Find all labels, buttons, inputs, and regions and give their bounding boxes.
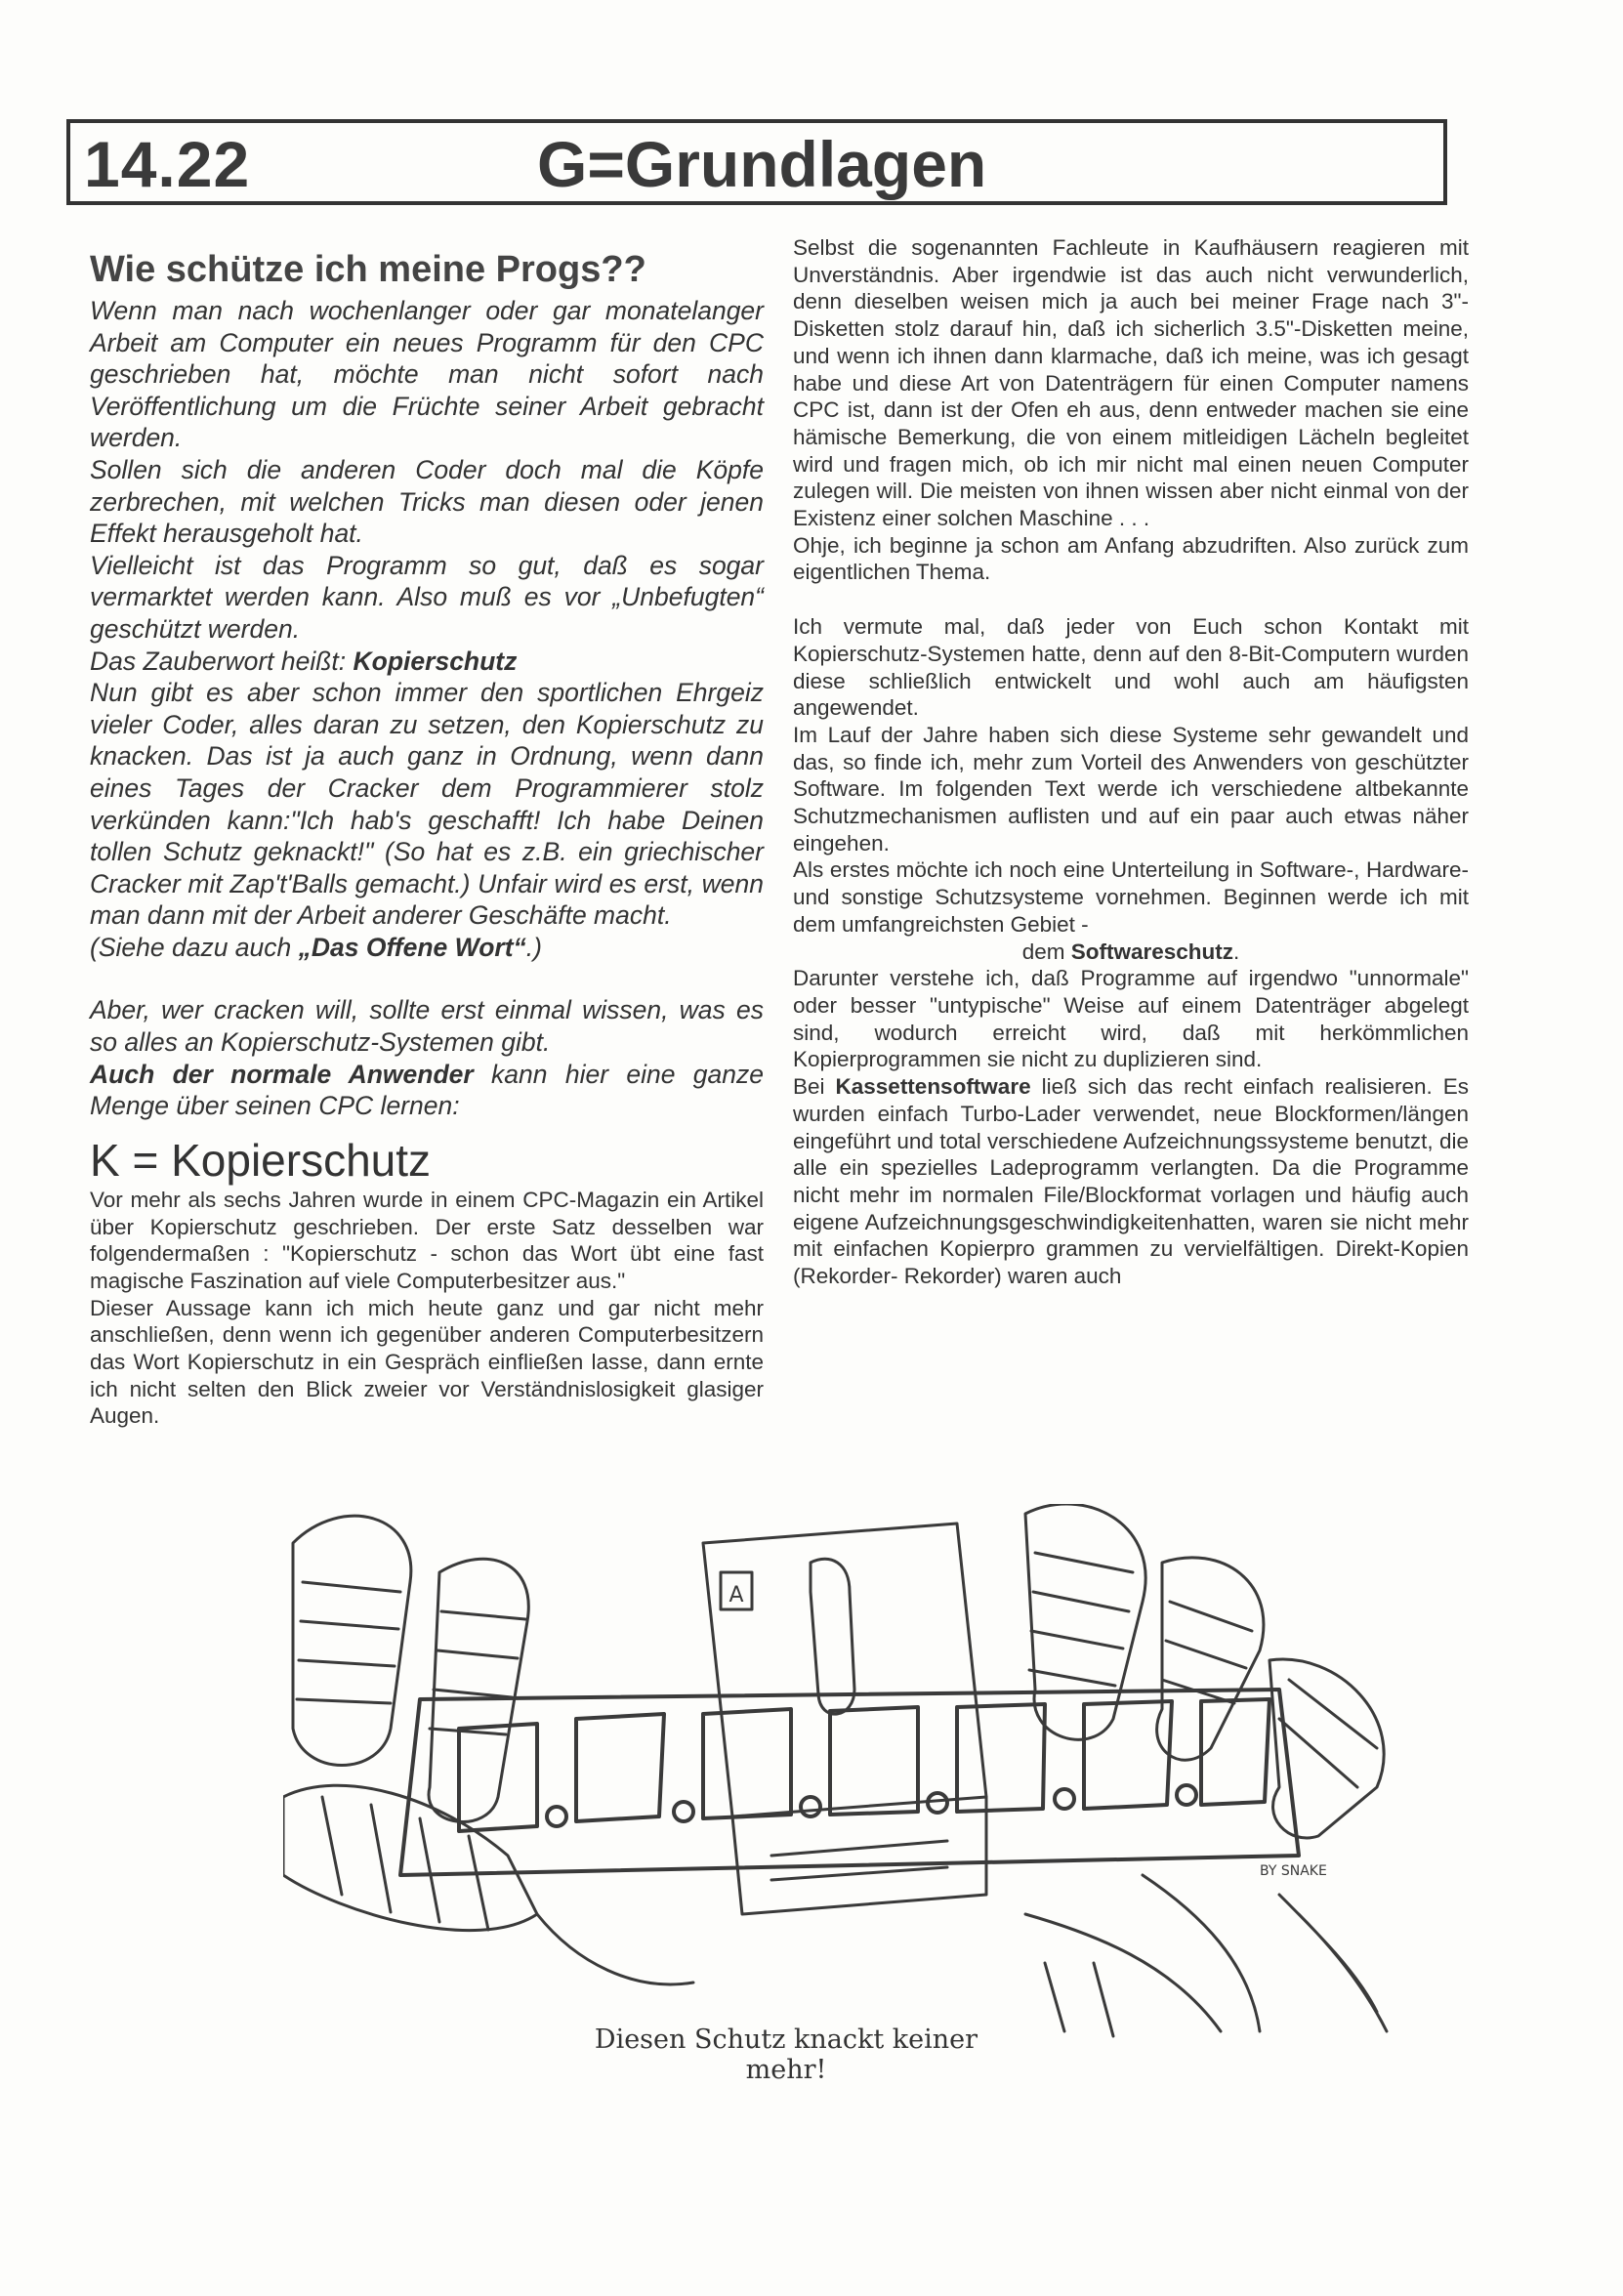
section-header-bar xyxy=(66,119,1447,205)
intro-text: kann hier eine ganze Menge über seinen CPC lernen: xyxy=(90,1059,764,1121)
body-paragraph: Als erstes möchte ich noch eine Unterteilung in Software-, Hardware- und sonstige Schutzsysteme vornehmen. Beginnen werde ich mit dem umfangreichsten Gebiet - xyxy=(793,857,1469,937)
left-column xyxy=(90,249,764,1430)
cross-reference-suffix: .) xyxy=(525,932,542,962)
article-intro xyxy=(90,295,764,1122)
intro-emphasis: Auch der normale Anwender xyxy=(90,1059,474,1089)
illustration-caption: Diesen Schutz knackt keiner mehr! xyxy=(594,2025,978,2085)
right-hand-icon xyxy=(1025,1504,1384,2036)
body-paragraph: Darunter verstehe ich, daß Programme auf irgendwo "unnormale" oder besser "untypische" Weise auf einem Datenträger abgelegt sind, wodurch erreicht wird, daß mit herkömmlichen Kopierprogrammen sie nicht zu duplizieren sind. xyxy=(793,966,1469,1072)
section-heading: K = Kopierschutz xyxy=(90,1134,432,1186)
cross-reference-prefix: (Siehe dazu auch xyxy=(90,932,299,962)
body-paragraph: Dieser Aussage kann ich mich heute ganz und gar nicht mehr anschließen, denn wenn ich gegenüber anderen Computerbesitzern das Wort Kopierschutz in ein Gespräch einfließen lasse, dann ernte ich nicht selten den Blick zweier vor Verständnislosigkeit glasiger Augen. xyxy=(90,1295,764,1429)
left-body-text xyxy=(90,1187,764,1430)
left-hand-icon xyxy=(283,1516,693,1984)
body-paragraph: Ich vermute mal, daß jeder von Euch schon Kontakt mit Kopierschutz-Systemen hatte, denn auf den 8-Bit-Computern wurden diese schließlich entwickelt und wohl auch am häufigsten angewendet. xyxy=(793,614,1469,721)
disk-label: A xyxy=(728,1583,744,1607)
softwareschutz-suffix: . xyxy=(1233,939,1240,964)
intro-paragraph xyxy=(90,1059,764,1122)
kassetten-text: ließ sich das recht einfach realisieren. Es wurden einfach Turbo-Lader verwendet, neue Blockformen/längen eingeführt und total verschiedene Aufzeichnungssysteme benutzt, die alle ein spezielles Ladeprogramm verlangten. Da die Programme nicht mehr im normalen File/Blockformat vorlagen und häufig auch eigene Aufzeichnungsgeschwindigkeitenhatten, waren sie nicht mehr mit einfachen Kopierpro grammen zu vervielfältigen. Direkt-Kopien (Rekorder- Rekorder) waren auch xyxy=(793,1074,1469,1289)
intro-paragraph: Aber, wer cracken will, sollte erst einmal wissen, was es so alles an Kopierschutz-Systemen gibt. xyxy=(90,995,764,1058)
intro-paragraph: Vielleicht ist das Programm so gut, daß es sogar vermarktet werden kann. Also muß es vor „Unbefugten“ geschützt werden. xyxy=(90,550,764,644)
body-paragraph: Im Lauf der Jahre haben sich diese Systeme sehr gewandelt und das, so finde ich, mehr zum Vorteil des Anwenders von geschützter Software. Im folgenden Text werde ich verschiedene altbekannte Schutzmechanismen auflisten und auf ein paar auch etwas näher eingehen. xyxy=(793,722,1469,856)
body-paragraph: Ohje, ich beginne ja schon am Anfang abzudriften. Also zurück zum eigentlichen Thema. xyxy=(793,532,1469,585)
body-paragraph xyxy=(793,1073,1469,1290)
body-paragraph: Vor mehr als sechs Jahren wurde in einem CPC-Magazin ein Artikel über Kopierschutz geschrieben. Der erste Satz desselben war folgendermaßen : "Kopierschutz - schon das Wort übt eine fast magische Faszination auf viele Computerbesitzer aus." xyxy=(90,1187,764,1293)
right-column xyxy=(793,234,1469,1290)
intro-paragraph: Wenn man nach wochenlanger oder gar monatelanger Arbeit am Computer ein neues Programm für den CPC geschrieben hat, möchte man nicht sofort nach Veröffentlichung um die Früchte seiner Arbeit gebracht werden. xyxy=(90,296,764,453)
magic-word: Kopierschutz xyxy=(353,646,518,676)
intro-paragraph: Sollen sich die anderen Coder doch mal die Köpfe zerbrechen, mit welchen Tricks man diesen oder jenen Effekt herausgeholt hat. xyxy=(90,454,764,549)
magic-word-prefix: Das Zauberwort heißt: xyxy=(90,646,354,676)
intro-paragraph: Nun gibt es aber schon immer den sportlichen Ehrgeiz vieler Coder, alles daran zu setzen, den Kopierschutz zu knacken. Das ist ja auch ganz in Ordnung, wenn dann eines Tages der Cracker dem Programmierer stolz verkünden kann:"Ich hab's geschafft! Ich habe Deinen tollen Schutz geknackt!" (So hat es z.B. ein griechischer Cracker mit Zap't'Balls gemacht.) Unfair wird es erst, wenn man dann mit der Arbeit anderer Geschäfte macht. xyxy=(90,678,764,931)
intro-paragraph xyxy=(90,932,764,964)
body-paragraph: Selbst die sogenannten Fachleute in Kaufhäusern reagieren mit Unverständnis. Aber irgendwie ist das auch nicht verwunderlich, denn dieselben weisen mich ja auch bei meiner Frage nach 3"-Disketten stolz darauf hin, daß ich sicherlich 3.5"-Disketten meine, und wenn ich ihnen dann klarmache, daß ich meine, was ich gesagt habe und diese Art von Datenträgern für einen Computer namens CPC ist, dann ist der Ofen eh aus, denn entweder machen sie eine hämische Bemerkung, die von einem mitleidigen Lächeln begleitet wird und fragen mich, ob ich mir nicht mal einen neuen Computer zulegen will. Die meisten von ihnen wissen aber nicht einmal von der Existenz einer solchen Maschine . . . xyxy=(793,235,1469,531)
floppy-disk-icon xyxy=(703,1524,986,1914)
kassetten-prefix: Bei xyxy=(793,1074,836,1100)
kassetten-term: Kassettensoftware xyxy=(835,1074,1031,1100)
cross-reference: „Das Offene Wort“ xyxy=(298,932,526,962)
section-number: 14.22 xyxy=(84,128,251,200)
section-title: G=Grundlagen xyxy=(537,128,987,200)
article-title: Wie schütze ich meine Progs?? xyxy=(90,249,646,290)
softwareschutz-term: Softwareschutz xyxy=(1070,939,1234,964)
body-paragraph xyxy=(793,939,1469,966)
artist-signature: BY SNAKE xyxy=(1260,1863,1327,1879)
hands-holding-disk-illustration xyxy=(283,1504,1416,2051)
intro-paragraph xyxy=(90,646,764,678)
softwareschutz-prefix: dem xyxy=(1021,939,1071,964)
